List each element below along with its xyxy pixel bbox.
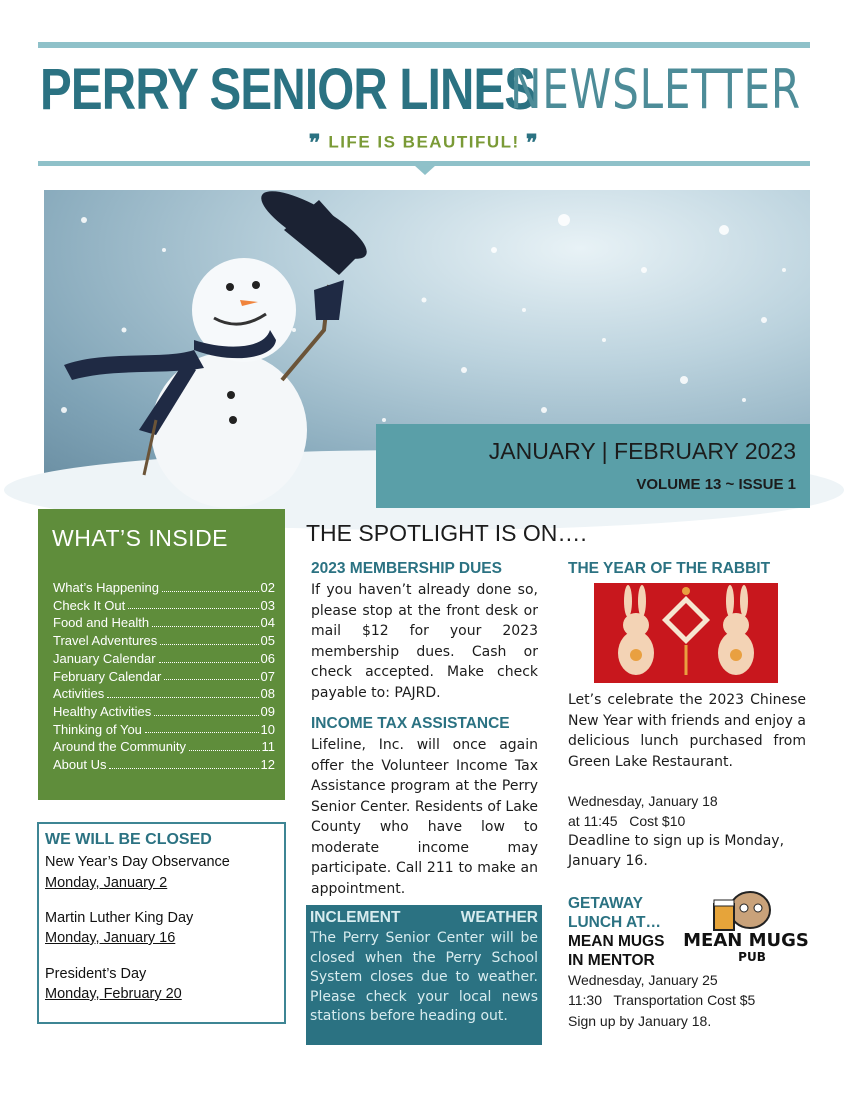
toc-leader	[189, 738, 260, 751]
toc-item[interactable]	[53, 614, 275, 632]
rule-notch	[414, 165, 436, 175]
tax-body: Lifeline, Inc. will once again offer the Volunteer Income Tax Assistance program at the Perry Senior Center. Residents of Lake County who have low to moderate income may participate. Call 211 to make an appointment.	[311, 737, 538, 897]
holiday-date: Monday, January 2	[45, 875, 168, 891]
weather-heading-a: INCLEMENT	[310, 909, 401, 926]
toc-leader	[154, 703, 258, 716]
toc-leader	[159, 650, 259, 663]
getaway-time-transport	[568, 992, 755, 1008]
toc-leader	[145, 721, 259, 734]
rabbit-date: Wednesday, January 18	[568, 793, 718, 809]
holiday-name: Martin Luther King Day	[45, 910, 194, 926]
membership-heading: 2023 MEMBERSHIP DUES	[311, 560, 502, 577]
logo-text-2: PUB	[738, 950, 766, 964]
getaway-place-2: IN MENTOR	[568, 952, 655, 969]
toc-leader	[152, 614, 258, 627]
closed-heading: WE WILL BE CLOSED	[45, 831, 212, 848]
issue-dates: JANUARY | FEBRUARY 2023	[488, 438, 796, 464]
getaway-heading-1: GETAWAY	[568, 895, 643, 912]
getaway-cost: Cost $5	[707, 992, 756, 1008]
title-light: NEWSLETTER	[510, 58, 801, 121]
issue-banner	[376, 424, 810, 508]
toc-label: February Calendar	[53, 668, 162, 684]
issue-volume: VOLUME 13 ~ ISSUE 1	[636, 476, 796, 493]
toc-item[interactable]	[53, 579, 275, 597]
toc-label: What’s Happening	[53, 580, 159, 595]
toc-item[interactable]	[53, 738, 275, 756]
whats-inside-heading: WHAT’S INSIDE	[52, 525, 229, 551]
toc-leader	[107, 685, 258, 698]
tax-heading: INCOME TAX ASSISTANCE	[311, 715, 510, 732]
toc-label: Activities	[53, 686, 105, 702]
tagline	[0, 130, 848, 156]
weather-heading	[310, 909, 538, 927]
toc-item[interactable]	[53, 597, 275, 615]
rabbit-time-cost	[568, 813, 685, 829]
rabbit-deadline-a: Monday,	[724, 833, 785, 849]
toc-label: Thinking of You	[53, 721, 142, 737]
toc-page: 03	[260, 597, 275, 613]
rabbit-illustration	[594, 583, 778, 683]
toc-page: 02	[260, 580, 275, 595]
getaway-time: 11:30	[568, 992, 602, 1008]
rabbit-time: at 11:45	[568, 813, 618, 829]
toc-label: January Calendar	[53, 650, 156, 666]
getaway-heading-2: LUNCH AT…	[568, 914, 661, 931]
holiday-date: Monday, February 20	[45, 986, 182, 1002]
toc-leader	[164, 668, 258, 681]
toc-item[interactable]	[53, 703, 275, 721]
rabbit-body: Let’s celebrate the 2023 Chinese New Year with friends and enjoy a delicious lunch purchased from Green Lake Restaurant.	[568, 692, 806, 770]
table-of-contents	[53, 579, 275, 774]
logo-text-1: MEAN MUGS	[683, 930, 809, 951]
getaway-signup: Sign up by January 18.	[568, 1013, 712, 1029]
quote-open-icon: ❞	[308, 130, 323, 155]
toc-page: 10	[260, 721, 275, 737]
toc-label: About Us	[53, 757, 107, 773]
toc-item[interactable]	[53, 668, 275, 686]
toc-item[interactable]	[53, 632, 275, 650]
rabbit-deadline	[568, 833, 784, 849]
rabbit-deadline-b: January 16.	[568, 853, 648, 869]
toc-page: 08	[260, 686, 275, 702]
bulldog-mug-icon	[683, 886, 809, 966]
membership-body: If you haven’t already done so, please stop at the front desk or mail $12 for your 2023 membership dues. Cash or check accepted. Make check payable to: PAJRD.	[311, 582, 538, 701]
masthead-top-rule	[38, 42, 810, 48]
rabbit-image	[594, 583, 778, 683]
tagline-text: LIFE IS BEAUTIFUL!	[328, 132, 520, 152]
rabbit-deadline-prefix: Deadline to sign up is	[568, 833, 720, 849]
spotlight-heading: THE SPOTLIGHT IS ON….	[306, 520, 587, 546]
title-bold: PERRY SENIOR LINES	[40, 57, 536, 122]
toc-page: 09	[260, 703, 275, 719]
getaway-transport: Transportation	[613, 992, 704, 1008]
newsletter-title	[40, 56, 812, 128]
toc-leader	[128, 597, 258, 610]
toc-label: Check It Out	[53, 597, 126, 613]
getaway-place-1: MEAN MUGS	[568, 933, 665, 950]
toc-leader	[162, 579, 259, 592]
holiday-date: Monday, January 16	[45, 930, 176, 946]
toc-page: 12	[260, 757, 275, 773]
holiday-name: New Year’s Day Observance	[45, 854, 230, 870]
toc-page: 11	[261, 739, 275, 755]
getaway-date: Wednesday, January 25	[568, 972, 718, 988]
toc-item[interactable]	[53, 756, 275, 774]
holiday-name: President’s Day	[45, 966, 147, 982]
toc-page: 07	[260, 668, 275, 684]
whats-inside-box	[38, 509, 285, 800]
toc-label: Around the Community	[53, 739, 186, 755]
toc-label: Food and Health	[53, 615, 150, 631]
mean-mugs-logo	[683, 886, 809, 966]
toc-leader	[160, 632, 258, 645]
quote-close-icon: ❞	[525, 130, 540, 155]
rabbit-cost: Cost $10	[629, 813, 686, 829]
toc-leader	[109, 756, 258, 769]
toc-label: Healthy Activities	[53, 703, 152, 719]
rabbit-heading: THE YEAR OF THE RABBIT	[568, 560, 771, 577]
toc-item[interactable]	[53, 685, 275, 703]
toc-item[interactable]	[53, 721, 275, 739]
weather-body: The Perry Senior Center will be closed when the Perry School System closes due to weather. Please check your local news stations before heading out.	[310, 930, 538, 1024]
closed-notice-box	[37, 822, 286, 1024]
toc-item[interactable]	[53, 650, 275, 668]
weather-heading-b: WEATHER	[460, 909, 538, 926]
toc-page: 05	[260, 633, 275, 649]
toc-page: 04	[260, 615, 275, 631]
toc-label: Travel Adventures	[53, 633, 158, 649]
weather-notice-box	[306, 905, 542, 1045]
toc-page: 06	[260, 650, 275, 666]
